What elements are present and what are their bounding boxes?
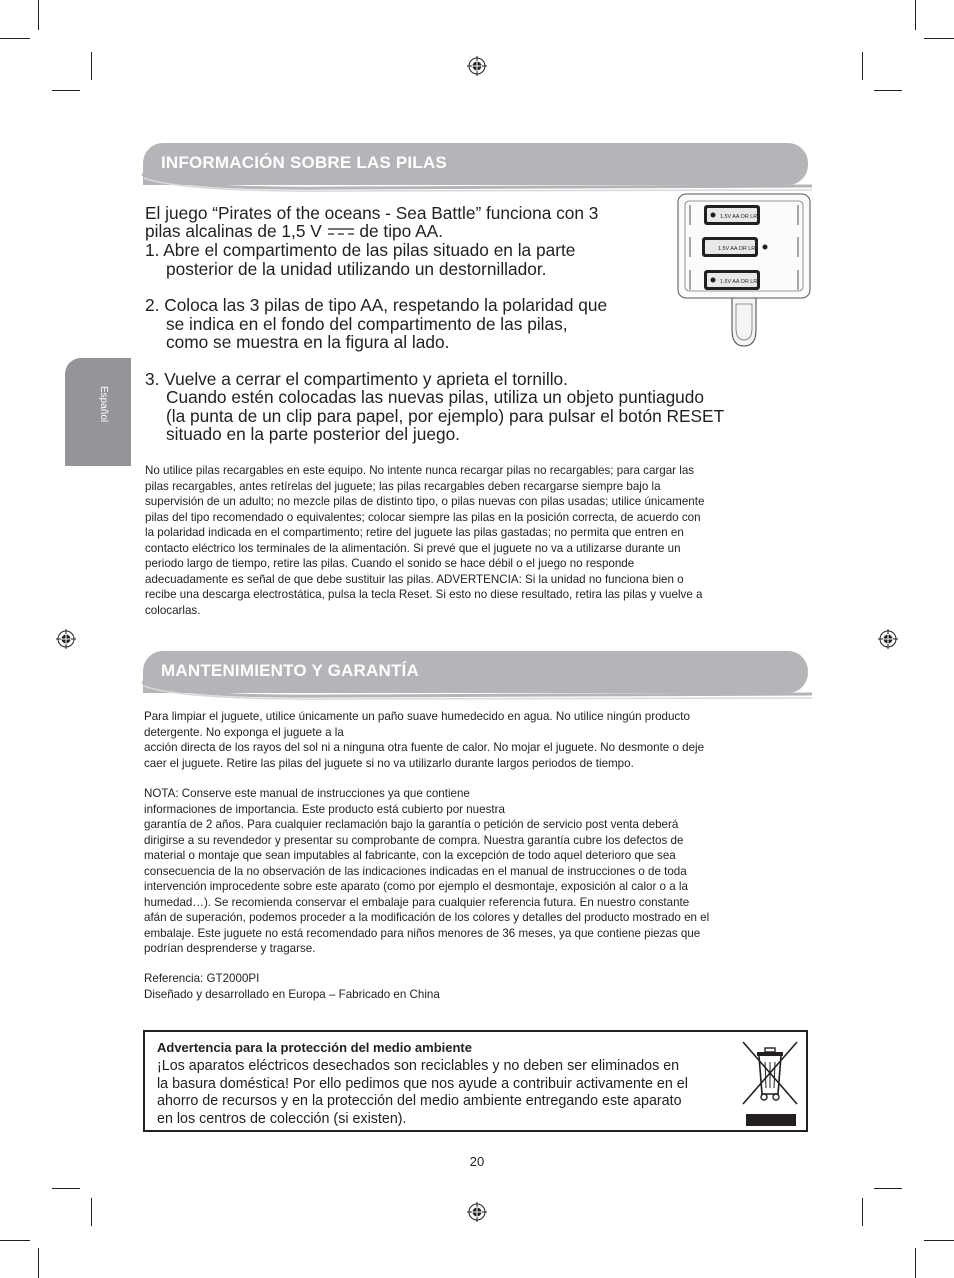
product-reference [144,971,814,1002]
origin-line: Diseñado y desarrollado en Europa – Fabricado en China [144,987,440,1001]
registration-mark-icon [467,1202,487,1222]
intro-line: pilas alcalinas de 1,5 V de tipo AA. [145,221,443,241]
battery-label: 1.5V AA OR LR6 [718,246,759,252]
battery-warning-text: No utilice pilas recargables en este equipo. No intente nunca recargar pilas no recargables; para cargar las pilas recargables, antes retírelas del juguete; las pilas recargables deben recargarse siempre bajo la supervisión de un adulto; no mezcle pilas de distinto tipo, o pilas nuevas con pilas usadas; utilice únicamente pilas del tipo recomendado o equivalentes; colocar siempre las pilas en la posición correcta, de acuerdo con la polaridad indicada en el compartimento; retire del juguete las pilas gastadas; no permita que entren en contacto eléctrico los terminales de la alimentación. Si prevé que el juguete no va a utilizarse durante un periodo largo de tiempo, retire las pilas. Cuando el sonido se hace débil o el juego no responde adecuadamente es señal de que debe sustituir las pilas. ADVERTENCIA: Si la unidad no funciona bien o recibe una descarga electrostática, pulsa la tecla Reset. Si esto no diese resultado, retira las pilas y vuelve a colocarlas. [145,464,705,617]
header-swoosh [140,172,812,192]
step-3: 3. Vuelve a cerrar el compartimento y aprieta el tornillo. [145,369,568,389]
reference-code: Referencia: GT2000PI [144,972,260,985]
environment-title: Advertencia para la protección del medio ambiente [157,1040,472,1055]
registration-mark-icon [878,629,898,649]
registration-mark-icon [467,56,487,76]
intro-line: El juego “Pirates of the oceans - Sea Battle” funciona con 3 [145,203,599,223]
section-title: MANTENIMIENTO Y GARANTÍA [161,661,419,680]
step-3-cont: Cuando estén colocadas las nuevas pilas, utiliza un objeto puntiagudo [166,387,705,407]
step-1: 1. Abre el compartimento de las pilas situado en la parte [145,240,576,260]
warranty-note-text: NOTA: Conserve este manual de instrucciones ya que contiene informaciones de importancia. Este producto está cubierto por nuestra garantía de 2 años. Para cualquier reclamación bajo la garantía o petición de servicio post venta deberá dirigirse a su revendedor y presentar su comprobante de compra. Nuestra garantía cubre los defectos de material o montaje que sean imputables al fabricante, con la excepción de todo aquel deterioro que sea consecuencia de la no observación de las indicaciones indicadas en el manual de instrucciones o de toda intervención improcedente sobre este aparato (como por ejemplo el desmontaje, exposición al calor o a la humedad…). Se recomienda conservar el embalaje para cualquier referencia futura. En nuestro constante afán de superación, podemos proceder a la modificación de los colores y detalles del producto mostrado en el embalaje. Este juguete no está recomendado para niños menores de 36 meses, ya que contiene piezas que podrían desprenderse y tragarse. [144,787,710,955]
step-2-cont: se indica en el fondo del compartimento de las pilas, [166,314,568,334]
registration-mark-icon [56,629,76,649]
step-3-cont: situado en la parte posterior del juego. [166,424,460,444]
cleaning-text: Para limpiar el juguete, utilice únicamente un paño suave humedecido en agua. No utilice ningún producto detergente. No exponga el juguete a la acción directa de los rayos del sol ni a ninguna otra fuente de calor. No mojar el juguete. No desmonte o deje caer el juguete. Retire las pilas del juguete si no va utilizarlo durante largos periodos de tiempo. [144,710,705,770]
environment-warning-box [143,1030,808,1132]
step-2-cont: como se muestra en la figura al lado. [166,332,450,352]
section-title: INFORMACIÓN SOBRE LAS PILAS [161,153,447,172]
step-1-cont: posterior de la unidad utilizando un destornillador. [166,259,547,279]
environment-text: ¡Los aparatos eléctricos desechados son reciclables y no deben ser eliminados en la basura doméstica! Por ello pedimos que nos ayude a contribuir activamente en el ahorro de recursos y en la protección del medio ambiente entregando este aparato en los centros de colección (si existen). [157,1058,688,1127]
battery-label: 1.5V AA OR LR6 [720,279,761,285]
battery-label: 1.5V AA OR LR6 [720,214,761,220]
language-label: Español [98,386,109,423]
weee-crossed-bin-icon [741,1038,801,1130]
battery-compartment-illustration [676,192,812,352]
step-3-cont: (la punta de un clip para papel, por ejemplo) para pulsar el botón RESET [166,406,725,426]
dc-symbol-icon [327,227,355,237]
page-number: 20 [469,1154,485,1169]
header-swoosh [140,680,812,700]
step-2: 2. Coloca las 3 pilas de tipo AA, respetando la polaridad que [145,295,608,315]
language-side-tab [65,358,131,466]
